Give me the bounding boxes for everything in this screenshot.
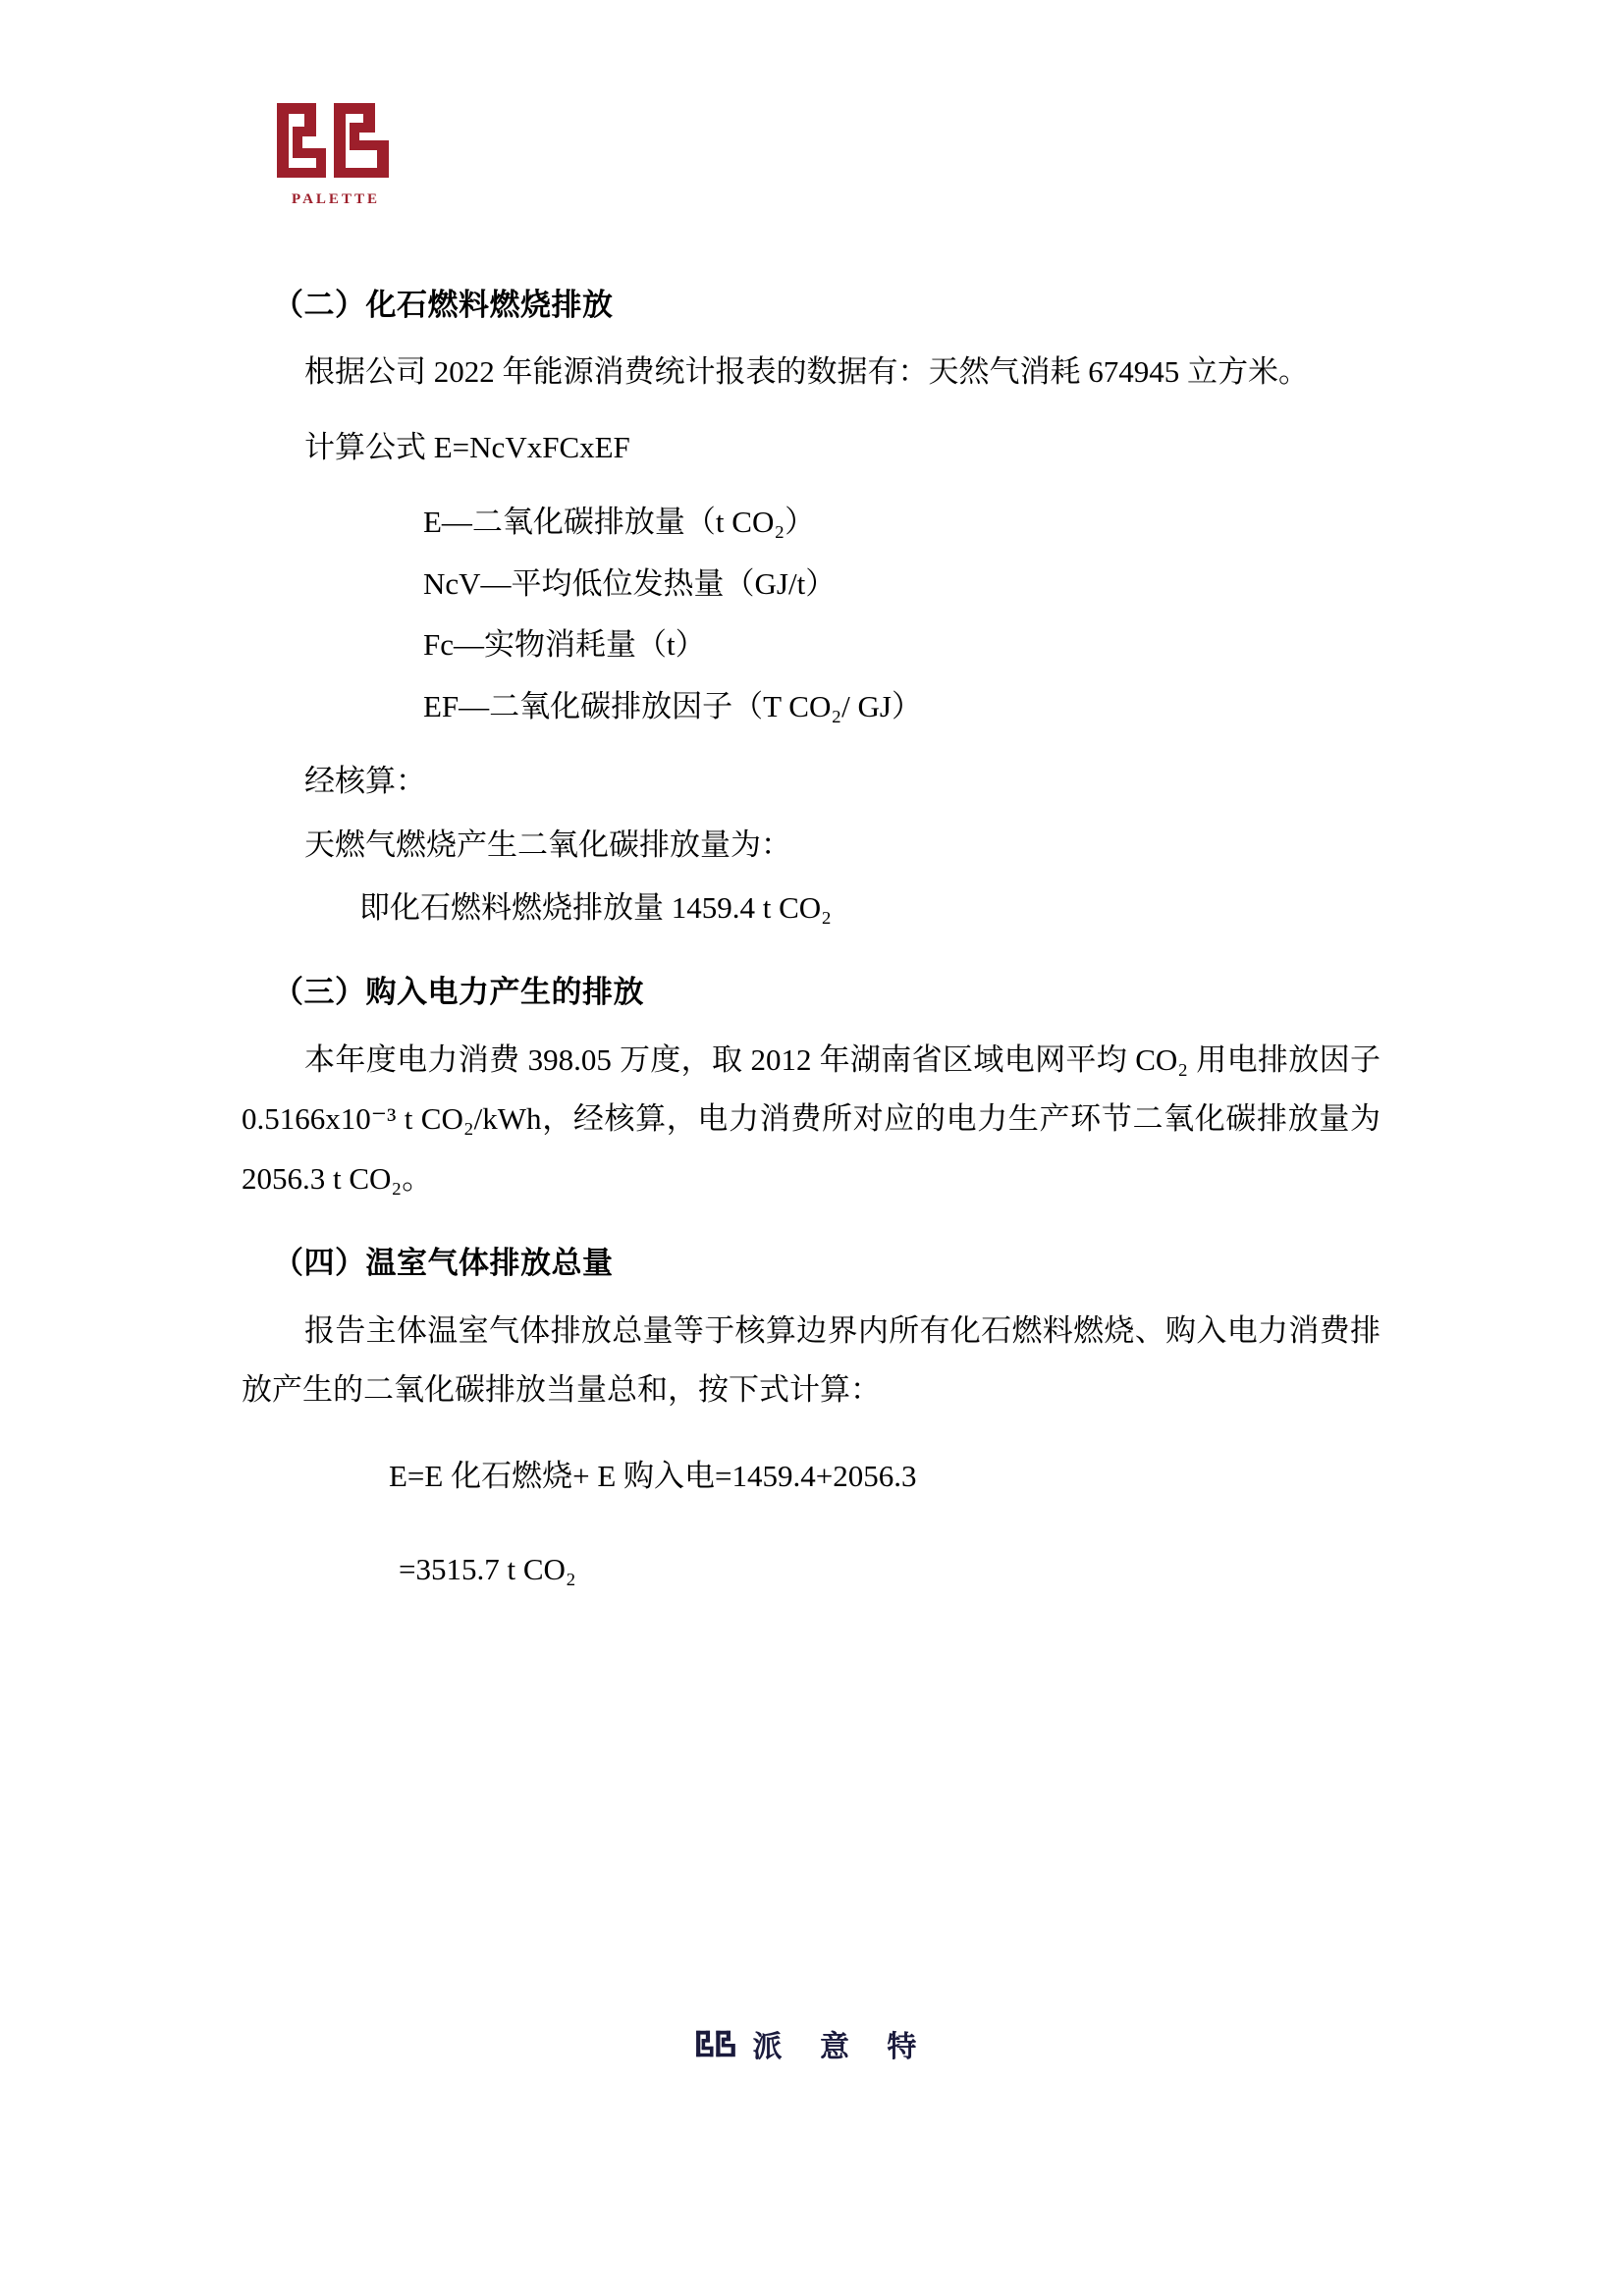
section-heading-4: （四）温室气体排放总量 bbox=[273, 1246, 614, 1282]
total-emission-formula: E=E 化石燃烧+ E 购入电=1459.4+2056.3 bbox=[389, 1459, 917, 1494]
section-4-paragraph-1: 报告主体温室气体排放总量等于核算边界内所有化石燃料燃烧、购入电力消费排放产生的二氧化碳排放当量总和，按下式计算： bbox=[242, 1312, 1380, 1407]
document-body bbox=[242, 250, 1380, 1599]
section-2-after-1: 经核算： bbox=[304, 764, 426, 799]
page-footer bbox=[0, 2022, 1624, 2065]
logo-wordmark: PALETTE bbox=[292, 191, 380, 207]
definition-Fc: Fc—实物消耗量（t） bbox=[423, 627, 706, 663]
definition-NcV: NcV—平均低位发热量（GJ/t） bbox=[423, 565, 837, 601]
section-3-paragraph-1: 本年度电力消费 398.05 万度，取 2012 年湖南省区域电网平均 CO₂ 用电排放因子 0.5166x10⁻³ t CO₂/kWh，经核算，电力消费所对应的电力生产环节二氧化碳排放量为 2056.3 t CO₂。 bbox=[242, 1041, 1380, 1196]
total-emission-result: =3515.7 t CO₂ bbox=[399, 1551, 576, 1586]
palette-logo-icon bbox=[271, 93, 401, 187]
section-2-paragraph-1: 根据公司 2022 年能源消费统计报表的数据有：天然气消耗 674945 立方米。 bbox=[304, 354, 1309, 390]
section-heading-2: （二）化石燃料燃烧排放 bbox=[273, 288, 614, 323]
section-2-result: 即化石燃料燃烧排放量 1459.4 t CO₂ bbox=[359, 889, 832, 925]
company-logo bbox=[257, 93, 414, 208]
section-2-after-2: 天燃气燃烧产生二氧化碳排放量为： bbox=[304, 827, 791, 862]
footer-brand: 派 意 特 bbox=[752, 2030, 931, 2064]
section-heading-3: （三）购入电力产生的排放 bbox=[273, 975, 644, 1011]
definition-E: E—二氧化碳排放量（t CO₂） bbox=[423, 505, 816, 540]
definition-EF: EF—二氧化碳排放因子（T CO₂/ GJ） bbox=[423, 688, 922, 723]
palette-logo-icon bbox=[694, 2022, 739, 2065]
section-2-formula-intro: 计算公式 E=NcVxFCxEF bbox=[304, 429, 630, 464]
